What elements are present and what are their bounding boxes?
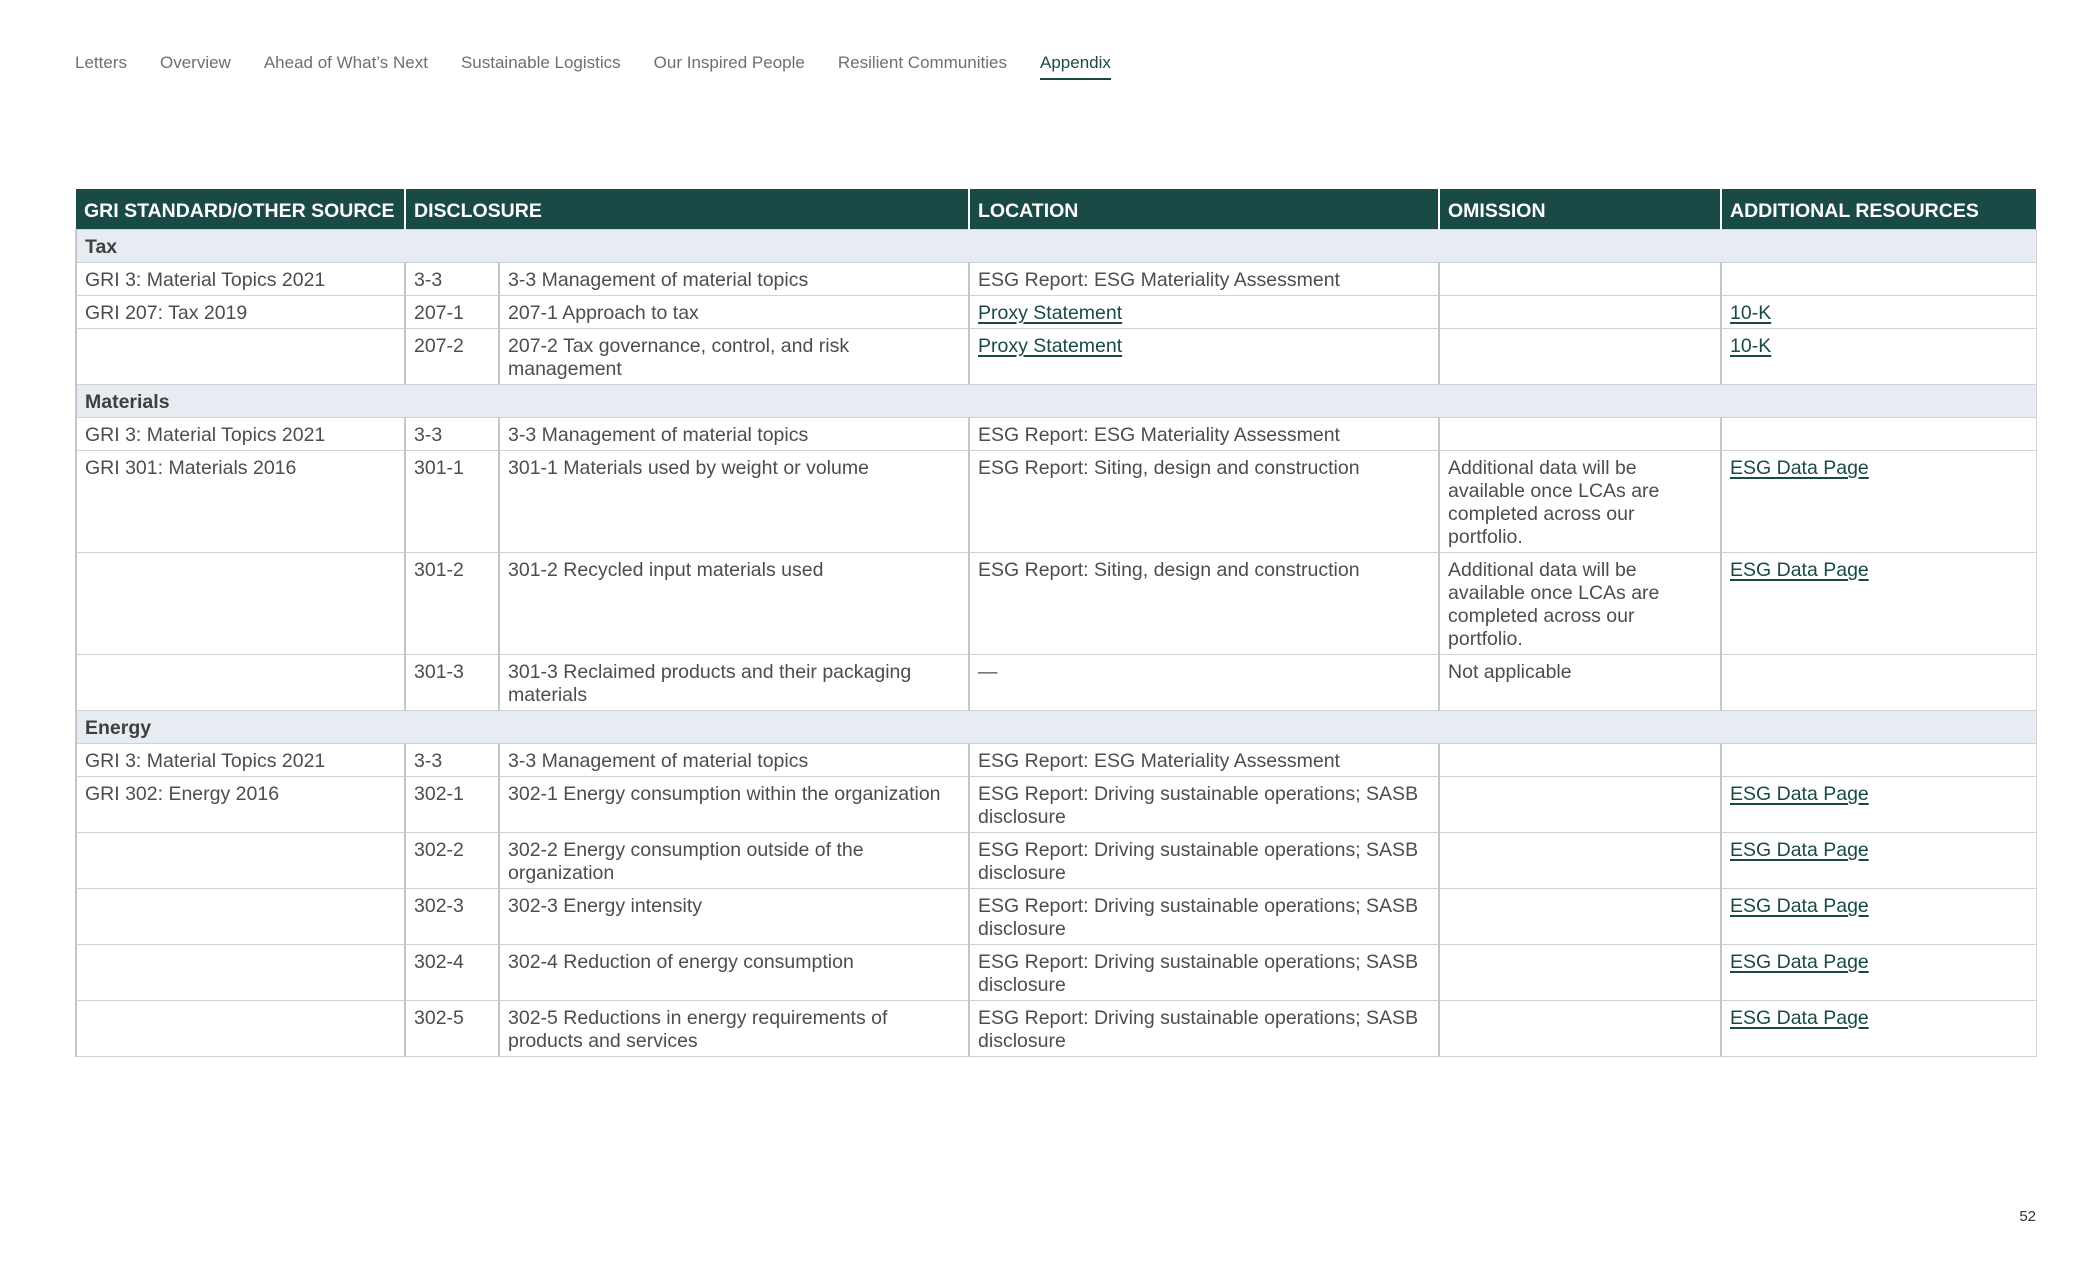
resource-link[interactable]: ESG Data Page <box>1730 839 1869 861</box>
page-number: 52 <box>2019 1208 2036 1225</box>
header-gri-standard: GRI STANDARD/OTHER SOURCE <box>76 189 405 230</box>
resource-link[interactable]: ESG Data Page <box>1730 951 1869 973</box>
table-row <box>76 263 2036 296</box>
header-additional-resources: ADDITIONAL RESOURCES <box>1721 189 2036 230</box>
resource-cell <box>1721 329 2036 385</box>
disclosure-cell: 301-3 Reclaimed products and their packaging materials <box>499 655 969 711</box>
resource-cell <box>1721 296 2036 329</box>
proxy-statement-link[interactable]: Proxy Statement <box>978 335 1123 357</box>
resource-link[interactable]: 10-K <box>1730 302 1772 324</box>
resource-cell <box>1721 451 2036 553</box>
standard-cell <box>76 889 405 945</box>
disclosure-cell: 302-3 Energy intensity <box>499 889 969 945</box>
nav-item-letters[interactable]: Letters <box>75 53 127 72</box>
omission-cell <box>1439 1001 1721 1057</box>
resource-cell <box>1721 263 2036 296</box>
location-cell: ESG Report: ESG Materiality Assessment <box>969 744 1439 777</box>
standard-cell <box>76 945 405 1001</box>
disclosure-cell: 302-5 Reductions in energy requirements of products and services <box>499 1001 969 1057</box>
disclosure-cell: 3-3 Management of material topics <box>499 418 969 451</box>
disclosure-cell: 302-2 Energy consumption outside of the organization <box>499 833 969 889</box>
omission-cell: Not applicable <box>1439 655 1721 711</box>
location-cell: ESG Report: Driving sustainable operations; SASB disclosure <box>969 1001 1439 1057</box>
nav-item-appendix[interactable]: Appendix <box>1040 52 1111 80</box>
header-omission: OMISSION <box>1439 189 1721 230</box>
resource-link[interactable]: 10-K <box>1730 335 1772 357</box>
disclosure-code-cell: 302-5 <box>405 1001 499 1057</box>
disclosure-code-cell: 207-2 <box>405 329 499 385</box>
omission-cell <box>1439 418 1721 451</box>
standard-cell <box>76 655 405 711</box>
table-row <box>76 744 2036 777</box>
location-cell: ESG Report: ESG Materiality Assessment <box>969 263 1439 296</box>
disclosure-cell: 302-4 Reduction of energy consumption <box>499 945 969 1001</box>
resource-cell <box>1721 553 2036 655</box>
disclosure-code-cell: 302-2 <box>405 833 499 889</box>
omission-cell <box>1439 329 1721 385</box>
disclosure-code-cell: 207-1 <box>405 296 499 329</box>
location-cell: ESG Report: Siting, design and construction <box>969 451 1439 553</box>
table-row <box>76 451 2036 553</box>
resource-cell <box>1721 889 2036 945</box>
standard-cell: GRI 3: Material Topics 2021 <box>76 744 405 777</box>
nav-item-resilient-communities[interactable]: Resilient Communities <box>837 53 1007 72</box>
location-cell: ESG Report: Driving sustainable operations; SASB disclosure <box>969 945 1439 1001</box>
header-disclosure: DISCLOSURE <box>405 189 969 230</box>
omission-cell <box>1439 945 1721 1001</box>
table-row <box>76 296 2036 329</box>
resource-cell <box>1721 1001 2036 1057</box>
location-cell: ESG Report: Driving sustainable operations; SASB disclosure <box>969 833 1439 889</box>
resource-cell <box>1721 945 2036 1001</box>
section-title: Energy <box>76 711 2036 744</box>
location-cell: ESG Report: Siting, design and construction <box>969 553 1439 655</box>
omission-cell: Additional data will be available once LCAs are completed across our portfolio. <box>1439 451 1721 553</box>
disclosure-cell: 3-3 Management of material topics <box>499 744 969 777</box>
resource-link[interactable]: ESG Data Page <box>1730 895 1869 917</box>
standard-cell <box>76 833 405 889</box>
standard-cell: GRI 207: Tax 2019 <box>76 296 405 329</box>
section-title: Tax <box>76 230 2036 263</box>
resource-cell <box>1721 655 2036 711</box>
disclosure-cell: 207-1 Approach to tax <box>499 296 969 329</box>
header-location: LOCATION <box>969 189 1439 230</box>
resource-cell <box>1721 744 2036 777</box>
resource-link[interactable]: ESG Data Page <box>1730 457 1869 479</box>
table-row <box>76 777 2036 833</box>
table-row <box>76 655 2036 711</box>
disclosure-cell: 301-1 Materials used by weight or volume <box>499 451 969 553</box>
resource-link[interactable]: ESG Data Page <box>1730 783 1869 805</box>
nav-item-ahead-of-whats-next[interactable]: Ahead of What’s Next <box>263 53 428 72</box>
section-row-materials <box>76 385 2036 418</box>
location-cell: ESG Report: Driving sustainable operations; SASB disclosure <box>969 889 1439 945</box>
standard-cell <box>76 553 405 655</box>
nav-item-overview[interactable]: Overview <box>159 53 231 72</box>
omission-cell <box>1439 889 1721 945</box>
disclosure-cell: 3-3 Management of material topics <box>499 263 969 296</box>
standard-cell: GRI 302: Energy 2016 <box>76 777 405 833</box>
standard-cell <box>76 1001 405 1057</box>
table-row <box>76 418 2036 451</box>
location-cell: ESG Report: ESG Materiality Assessment <box>969 418 1439 451</box>
section-row-energy <box>76 711 2036 744</box>
nav-item-sustainable-logistics[interactable]: Sustainable Logistics <box>460 53 621 72</box>
resource-cell <box>1721 777 2036 833</box>
standard-cell: GRI 301: Materials 2016 <box>76 451 405 553</box>
table-row <box>76 945 2036 1001</box>
resource-cell <box>1721 833 2036 889</box>
location-cell <box>969 296 1439 329</box>
omission-cell <box>1439 263 1721 296</box>
table-header-row <box>76 189 2036 230</box>
table-row <box>76 889 2036 945</box>
standard-cell: GRI 3: Material Topics 2021 <box>76 418 405 451</box>
table-row <box>76 329 2036 385</box>
disclosure-code-cell: 301-3 <box>405 655 499 711</box>
resource-link[interactable]: ESG Data Page <box>1730 1007 1869 1029</box>
gri-index-table <box>75 189 2037 1057</box>
resource-link[interactable]: ESG Data Page <box>1730 559 1869 581</box>
disclosure-cell: 207-2 Tax governance, control, and risk management <box>499 329 969 385</box>
disclosure-code-cell: 302-1 <box>405 777 499 833</box>
disclosure-code-cell: 3-3 <box>405 263 499 296</box>
omission-cell <box>1439 296 1721 329</box>
location-cell <box>969 329 1439 385</box>
table-row <box>76 1001 2036 1057</box>
nav-item-our-inspired-people[interactable]: Our Inspired People <box>653 53 805 72</box>
disclosure-code-cell: 3-3 <box>405 744 499 777</box>
standard-cell: GRI 3: Material Topics 2021 <box>76 263 405 296</box>
table-row <box>76 833 2036 889</box>
disclosure-code-cell: 302-3 <box>405 889 499 945</box>
omission-cell <box>1439 833 1721 889</box>
disclosure-code-cell: 302-4 <box>405 945 499 1001</box>
table-row <box>76 553 2036 655</box>
omission-cell <box>1439 744 1721 777</box>
top-nav <box>75 52 1111 80</box>
standard-cell <box>76 329 405 385</box>
section-title: Materials <box>76 385 2036 418</box>
resource-cell <box>1721 418 2036 451</box>
disclosure-code-cell: 3-3 <box>405 418 499 451</box>
table-body <box>76 230 2036 1057</box>
section-row-tax <box>76 230 2036 263</box>
omission-cell <box>1439 777 1721 833</box>
proxy-statement-link[interactable]: Proxy Statement <box>978 302 1123 324</box>
disclosure-code-cell: 301-1 <box>405 451 499 553</box>
disclosure-code-cell: 301-2 <box>405 553 499 655</box>
disclosure-cell: 301-2 Recycled input materials used <box>499 553 969 655</box>
omission-cell: Additional data will be available once LCAs are completed across our portfolio. <box>1439 553 1721 655</box>
location-cell: — <box>969 655 1439 711</box>
location-cell: ESG Report: Driving sustainable operations; SASB disclosure <box>969 777 1439 833</box>
disclosure-cell: 302-1 Energy consumption within the organization <box>499 777 969 833</box>
